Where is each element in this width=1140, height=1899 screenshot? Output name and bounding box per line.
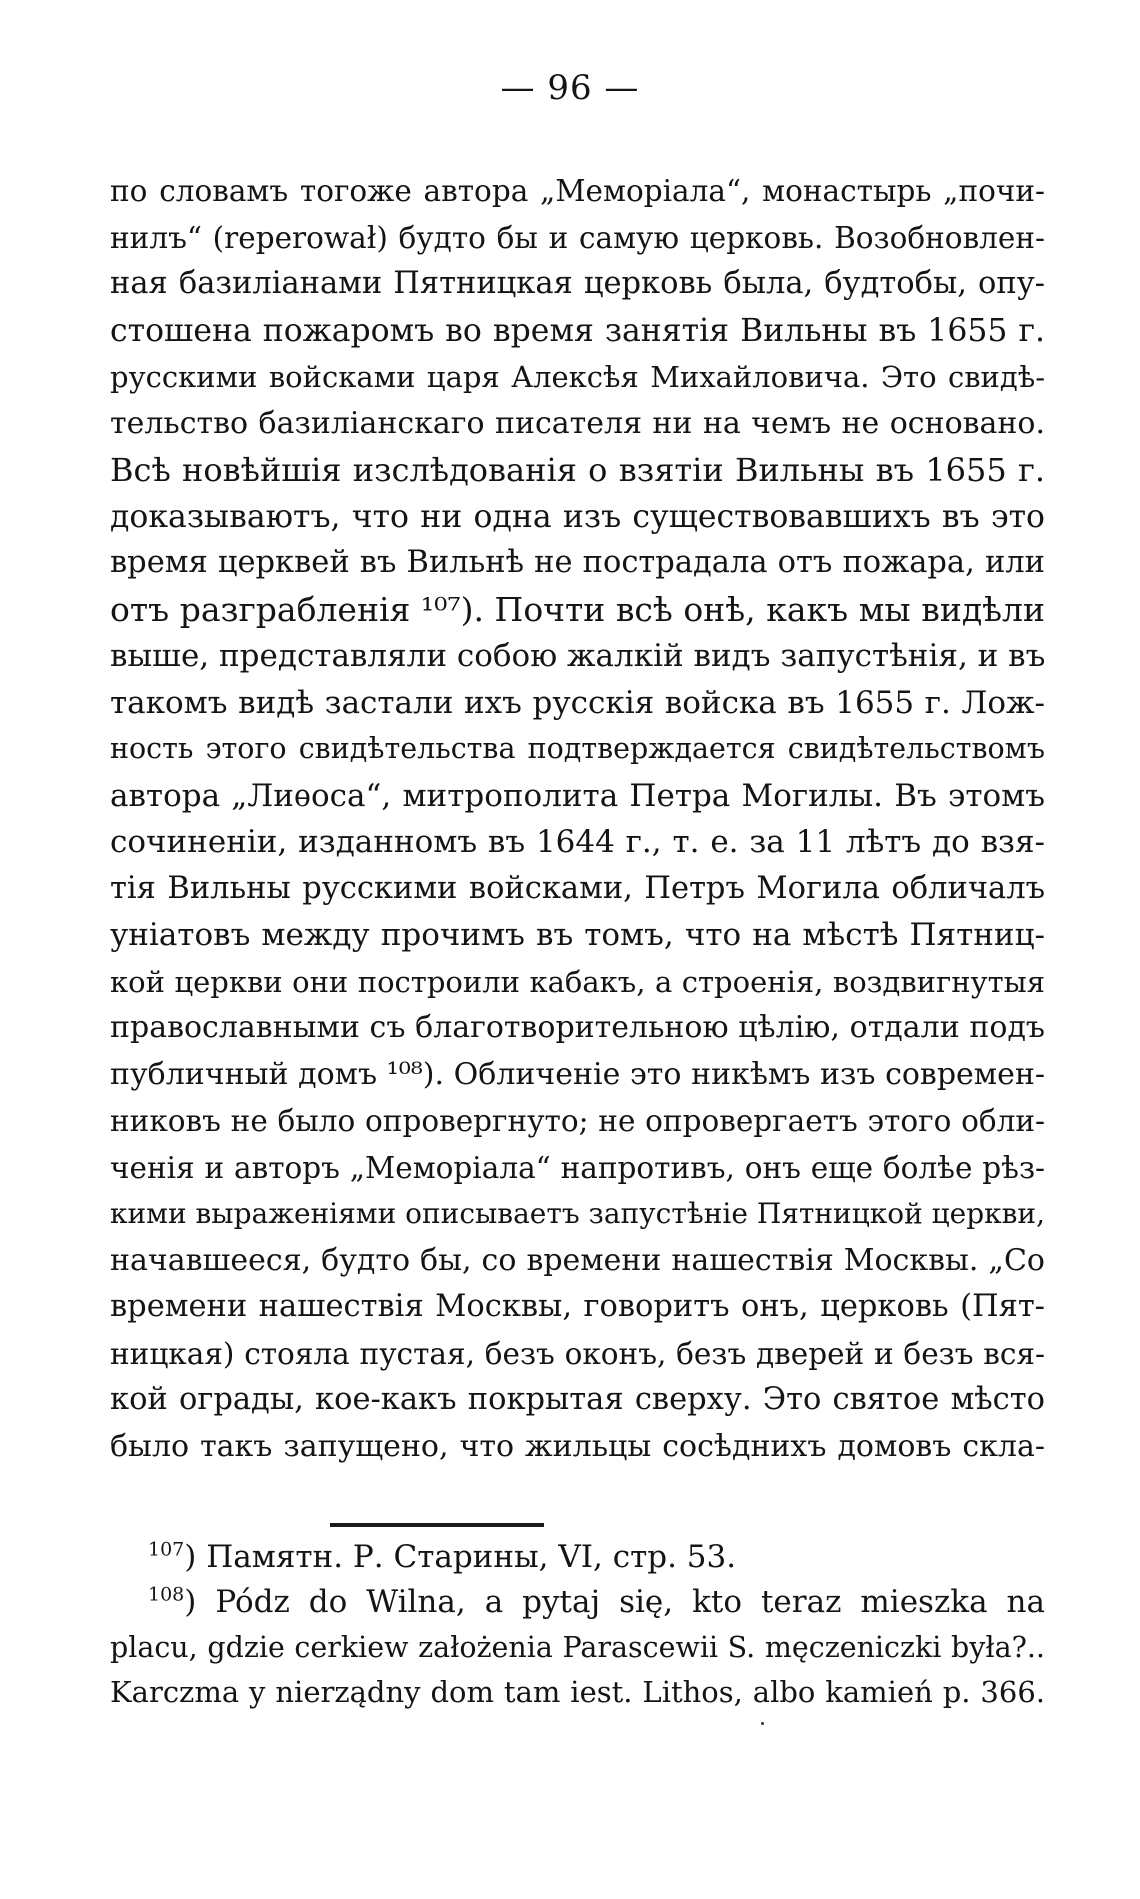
- text-line-1: по словамъ тогоже автора „Меморіала“, монастырь „почи-: [110, 174, 1045, 208]
- footnotes: [110, 1535, 1045, 1715]
- text-line-17: уніатовъ между прочимъ въ томъ, что на мѣстѣ Пятниц-: [110, 917, 1045, 953]
- text-line-10: отъ разграбленія ¹⁰⁷). Почти всѣ онѣ, какъ мы видѣли: [110, 589, 1045, 629]
- text-line-5: русскими войсками царя Алексѣя Михайловича. Это свидѣ-: [110, 360, 1045, 394]
- text-line-27: кой ограды, кое-какъ покрытая сверху. Это святое мѣсто: [110, 1382, 1045, 1417]
- text-line-3: ная базиліанами Пятницкая церковь была, будтобы, опу-: [110, 266, 1045, 301]
- text-line-2: нилъ“ (reperował) будто бы и самую церковь. Возобновлен-: [110, 220, 1045, 255]
- text-line-26: ницкая) стояла пустая, безъ оконъ, безъ дверей и безъ вся-: [110, 1336, 1045, 1371]
- text-line-23: кими выраженіями описываетъ запустѣніе Пятницкой церкви,: [110, 1197, 1045, 1230]
- text-line-19: православными съ благотворительною цѣлію, отдали подъ: [110, 1010, 1045, 1045]
- text-line-4: стошена пожаромъ во время занятія Вильны въ 1655 г.: [110, 312, 1045, 349]
- text-line-24: начавшееся, будто бы, со времени нашествія Москвы. „Со: [110, 1242, 1045, 1278]
- footnote-text-107: ) Памятн. Р. Старины, VI, стр. 53.: [184, 1539, 737, 1575]
- text-line-7: Всѣ новѣйшія изслѣдованія о взятіи Вильны въ 1655 г.: [110, 451, 1045, 489]
- text-line-8: доказываютъ, что ни одна изъ существовавшихъ въ это: [110, 498, 1045, 535]
- text-line-6: тельство базиліанскаго писателя ни на чемъ не основано.: [110, 405, 1045, 441]
- text-line-9: время церквей въ Вильнѣ не пострадала отъ пожара, или: [110, 545, 1045, 580]
- footnote-text-108-line-3: Karczma y nierządny dom tam iest. Lithos, albo kamień p. 366.: [110, 1675, 1045, 1709]
- text-line-18: кой церкви они построили кабакъ, а строенія, воздвигнутыя: [110, 964, 1045, 999]
- text-line-11: выше, представляли собою жалкій видъ запустѣнія, и въ: [110, 638, 1046, 674]
- print-speck: [761, 1722, 764, 1725]
- text-line-20: публичный домъ ¹⁰⁸). Обличеніе это никѣмъ изъ современ-: [110, 1056, 1045, 1092]
- page-number: — 96 —: [500, 68, 640, 108]
- text-line-22: ченія и авторъ „Меморіала“ напротивъ, онъ еще болѣе рѣз-: [110, 1150, 1045, 1185]
- footnote-108: [110, 1580, 1045, 1625]
- footnote-number-107: 107: [148, 1538, 185, 1561]
- text-line-16: тія Вильны русскими войсками, Петръ Могила обличалъ: [110, 870, 1045, 906]
- text-line-28: было такъ запущено, что жильцы сосѣднихъ домовъ скла-: [110, 1428, 1045, 1464]
- text-line-12: такомъ видѣ застали ихъ русскія войска въ 1655 г. Лож-: [110, 684, 1045, 721]
- footnote-107: [110, 1535, 1045, 1580]
- text-line-14: автора „Лиѳоса“, митрополита Петра Могилы. Въ этомъ: [110, 777, 1045, 814]
- text-line-21: никовъ не было опровергнуто; не опровергаетъ этого обли-: [110, 1104, 1045, 1138]
- footnote-text-108-line-1: ) Pódz do Wilna, a pytaj się, kto teraz mieszka na: [184, 1584, 1045, 1620]
- footnote-text-108-line-2: placu, gdzie cerkiew założenia Parascewii S. męczeniczki była?..: [110, 1631, 1045, 1664]
- text-line-25: времени нашествія Москвы, говоритъ онъ, церковь (Пят-: [110, 1289, 1045, 1324]
- main-text: [110, 168, 1045, 1470]
- text-line-15: сочиненіи, изданномъ въ 1644 г., т. е. за 11 лѣтъ до взя-: [110, 824, 1045, 860]
- text-line-13: ность этого свидѣтельства подтверждается свидѣтельствомъ: [110, 732, 1045, 765]
- footnote-separator: [330, 1523, 544, 1527]
- footnote-number-108: 108: [148, 1583, 185, 1606]
